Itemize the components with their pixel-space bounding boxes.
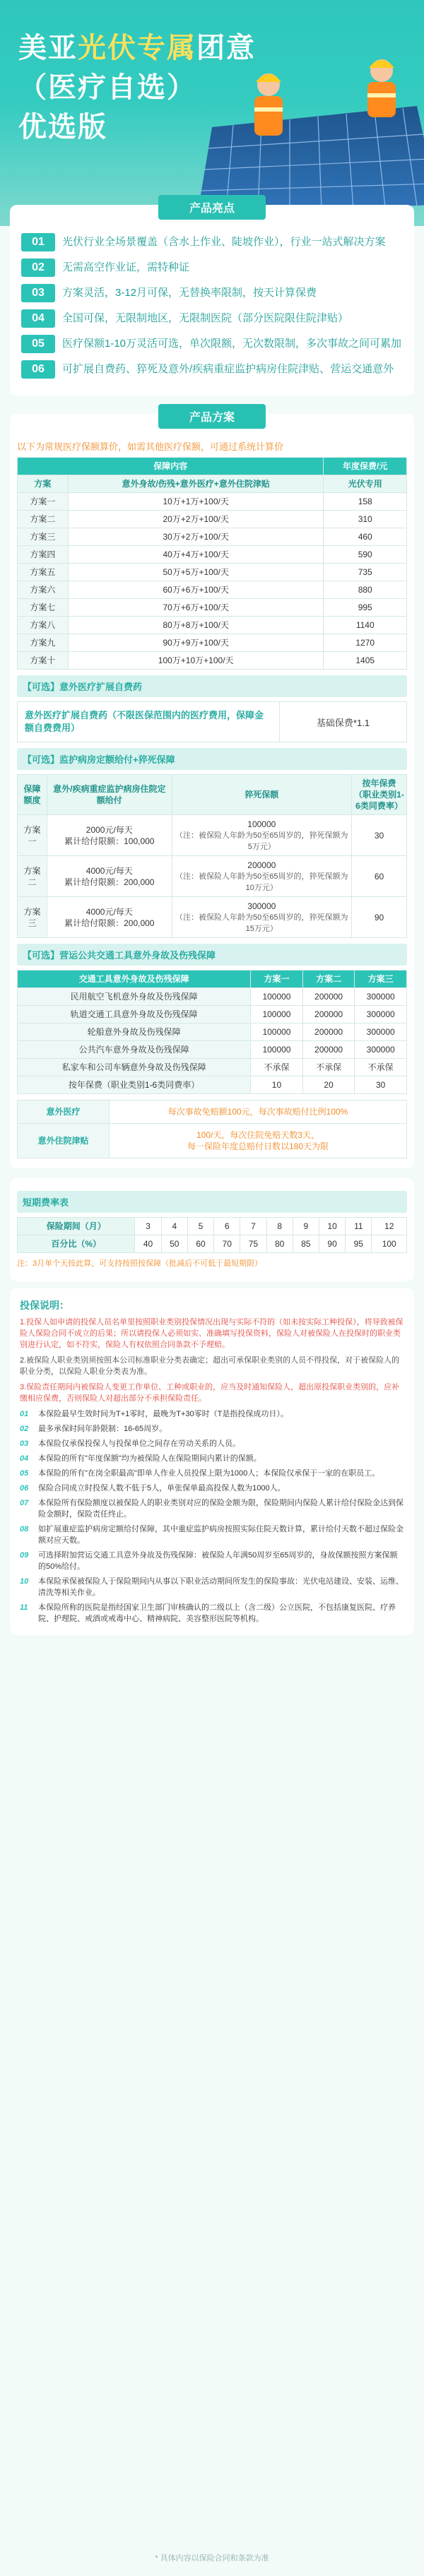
short-month: 7 [240,1218,266,1235]
notice-item [20,1468,404,1479]
th-plan: 方案 [18,475,69,493]
table-row [18,617,407,634]
table-row [18,1059,407,1076]
notice-text: 本保险所有保险额度以被保险人的职业类别对应的保险金额为限，保险期间内保险人累计给付保险金达到保险金额时，保险责任终止。 [38,1499,404,1519]
notice-num: 06 [20,1484,29,1492]
plan-price: 995 [324,599,407,617]
highlight-item [21,309,403,328]
th-content: 保障内容 [18,458,324,475]
plan-coverage: 20万+2万+100/天 [68,511,324,528]
transport-cell: 100000 [251,988,303,1006]
notice-text: 本保险仅承保投保人与投保单位之间存在劳动关系的人员。 [38,1440,240,1448]
highlight-item [21,360,403,379]
transport-table [17,970,407,1094]
selfpay-price: 基础保费*1.1 [279,702,406,742]
short-rate: 80 [266,1235,293,1253]
plan-coverage: 90万+9万+100/天 [68,634,324,652]
extra-label-2: 意外住院津贴 [18,1124,110,1158]
notice-num: 02 [20,1425,29,1433]
notice-p1: 1.投保人如申请的投保人员名单里按照职业类别投保情况出现与实际不符的（如未按实际工种投保），将导致被保险人保险合同不成立的后果；所以请投保人必须如实、准确填写投保资料，保险人对被保险人在投保时的职业类别进行认定，如不符实，保险人有权依照合同条款不予理赔。 [20,1318,404,1349]
plan-name: 方案七 [18,599,69,617]
plan-coverage: 80万+8万+100/天 [68,617,324,634]
icu-plan: 方案一 [18,815,47,856]
transport-header: 交通工具意外身故及伤残保障 [18,971,251,988]
transport-cell: 300000 [355,1023,407,1041]
notice-num: 03 [20,1440,29,1448]
sudden-amount: 100000 [247,819,276,829]
short-month: 11 [346,1218,372,1235]
transport-cell: 200000 [302,1041,355,1059]
table-row [18,634,407,652]
icu-amount [47,897,172,938]
short-month: 10 [319,1218,345,1235]
sudden-amount: 200000 [247,860,276,870]
notice-item [20,1576,404,1598]
icu-amount [47,815,172,856]
highlight-text: 无需高空作业证，需特种证 [62,261,190,273]
plan-card [10,414,414,1168]
highlight-item [21,259,403,277]
notice-text: 保险合同成立时投保人数不低于5人，单张保单最高投保人数为1000人。 [38,1484,285,1492]
extra-text-2: 100/天，每次住院免赔天数3天， 每一保险年度总赔付日数以180天为限 [110,1124,407,1158]
icu-plan: 方案三 [18,897,47,938]
notice-list [20,1408,404,1625]
transport-title: 【可选】营运公共交通工具意外身故及伤残保障 [17,944,407,966]
highlight-num: 03 [21,284,55,302]
th-icu: 意外/疾病重症监护病房住院定额给付 [47,775,172,815]
plan-coverage: 50万+5万+100/天 [68,564,324,581]
plan-name: 方案九 [18,634,69,652]
highlight-item [21,284,403,302]
th-pv: 光伏专用 [324,475,407,493]
notice-text: 本保险最早生效时间为T+1零时，最晚为T+30零时（T是指投保成功日）。 [38,1410,288,1418]
plan-coverage: 70万+6万+100/天 [68,599,324,617]
short-rate: 100 [372,1235,407,1253]
notice-item [20,1524,404,1546]
highlight-num: 02 [21,259,55,277]
short-rate: 85 [293,1235,319,1253]
plan-price: 880 [324,581,407,599]
plan-name: 方案四 [18,546,69,564]
notice-p3: 3.保险责任期间内被保险人变更工作单位、工种或职业的，应当及时通知保险人，超出原投保职业类别的，应补缴相应保费，否则保险人对超出部分不承担保险责任。 [20,1383,400,1403]
plan-name: 方案十 [18,652,69,670]
highlight-num: 06 [21,360,55,379]
plan-price: 735 [324,564,407,581]
plan-title: 产品方案 [158,404,266,429]
notice-item [20,1408,404,1420]
transport-cell: 不承保 [355,1059,407,1076]
notice-text: 最多承保时间年龄限制：16-65周岁。 [38,1425,167,1433]
transport-header: 方案三 [355,971,407,988]
table-row [18,511,407,528]
short-rate: 40 [135,1235,161,1253]
notice-num: 01 [20,1410,29,1418]
icu-amount [47,856,172,897]
notice-num: 11 [20,1603,28,1612]
notice-num: 09 [20,1551,29,1560]
short-rate: 60 [187,1235,213,1253]
short-note: 注：3月单个天按此算，可支持按照按保障（批减后不可低于最短期限） [17,1259,263,1268]
table-row [18,652,407,670]
notice-item [20,1483,404,1494]
icu-premium: 90 [352,897,407,938]
short-rate-card [10,1178,414,1281]
sudden-note: （注：被保险人年龄为50至65周岁的，猝死保额为15万元） [175,913,348,933]
table-row [18,581,407,599]
plan-price: 460 [324,528,407,546]
notice-num: 08 [20,1525,29,1533]
notice-num: 05 [20,1469,29,1478]
transport-cell: 轨道交通工具意外身故及伤残保障 [18,1006,251,1023]
notice-num: 04 [20,1454,29,1463]
highlight-num: 05 [21,335,55,353]
table-row [18,546,407,564]
sudden-note: （注：被保险人年龄为50至65周岁的，猝死保额为10万元） [175,872,348,892]
transport-cell: 民用航空飞机意外身故及伤残保障 [18,988,251,1006]
short-month: 12 [372,1218,407,1235]
notice-item [20,1602,404,1625]
icu-daily: 4000元/每天 [86,865,133,876]
transport-cell: 公共汽车意外身故及伤残保障 [18,1041,251,1059]
icu-daily: 2000元/每天 [86,824,133,835]
short-rate: 90 [319,1235,345,1253]
highlight-item [21,335,403,353]
icu-daily: 4000元/每天 [86,906,133,917]
transport-cell: 不承保 [251,1059,303,1076]
th-coverage: 意外身故/伤残+意外医疗+意外住院津贴 [68,475,324,493]
table-row [18,988,407,1006]
plan-coverage: 40万+4万+100/天 [68,546,324,564]
plan-name: 方案八 [18,617,69,634]
extra-table [17,1100,407,1158]
plan-price: 1270 [324,634,407,652]
short-label-period: 保险期间（月） [18,1218,135,1235]
short-month: 6 [214,1218,240,1235]
plan-note: 以下为常规医疗保额算价，如需其他医疗保额，可通过系统计算价 [17,441,284,452]
extra-label-1: 意外医疗 [18,1100,110,1124]
highlights-title: 产品亮点 [158,195,266,220]
transport-cell: 200000 [302,988,355,1006]
highlight-text: 光伏行业全场景覆盖（含水上作业、陡坡作业），行业一站式解决方案 [62,236,386,248]
sudden-cell [172,897,351,938]
transport-cell: 30 [355,1076,407,1094]
highlights-card [10,205,414,396]
transport-cell: 300000 [355,1041,407,1059]
plan-name: 方案一 [18,493,69,511]
plan-name: 方案六 [18,581,69,599]
notice-item [20,1453,404,1464]
plan-name: 方案五 [18,564,69,581]
short-rate: 95 [346,1235,372,1253]
transport-cell: 100000 [251,1041,303,1059]
icu-premium: 30 [352,815,407,856]
plan-coverage: 30万+2万+100/天 [68,528,324,546]
sudden-cell [172,856,351,897]
transport-cell: 200000 [302,1023,355,1041]
highlight-text: 可扩展自费药、猝死及意外/疾病重症监护病房住院津贴、营运交通意外 [62,363,394,375]
highlight-text: 方案灵活，3-12月可保，无替换率限制，按天计算保费 [62,287,317,299]
transport-cell: 私家车和公司车辆意外身故及伤残保障 [18,1059,251,1076]
short-label-rate: 百分比（%） [18,1235,135,1253]
notice-p2: 2.被保险人职业类别须按照本公司标准职业分类表确定；超出可承保职业类别的人员不得投保，对于被保险人的职业分类，以保险人职业分类表为准。 [20,1356,400,1376]
plan-price: 158 [324,493,407,511]
hero-banner [0,0,424,226]
highlight-text: 全国可保，无限制地区，无限制医院（部分医院限住院津贴） [62,312,349,324]
plan-price: 310 [324,511,407,528]
icu-premium: 60 [352,856,407,897]
plan-coverage: 10万+1万+100/天 [68,493,324,511]
table-row [18,599,407,617]
short-month: 9 [293,1218,319,1235]
th-icu-amount: 保障额度 [18,775,47,815]
th-icu-premium: 按年保费（职业类别1-6类同费率） [352,775,407,815]
short-rate: 75 [240,1235,266,1253]
plan-price: 1405 [324,652,407,670]
transport-cell: 20 [302,1076,355,1094]
notice-section [10,1288,414,1635]
transport-cell: 不承保 [302,1059,355,1076]
main-plan-table [17,457,407,670]
notice-item [20,1497,404,1520]
notice-text: 本保险的所有"在岗全职最高"即单人作业人员投保上限为1000人；本保险仅承保于一家的在职员工。 [38,1469,380,1478]
icu-title: 【可选】监护病房定额给付+猝死保障 [17,748,407,770]
table-row [18,1006,407,1023]
transport-cell: 300000 [355,1006,407,1023]
icu-total: 累计给付限额：200,000 [64,918,155,928]
page-title: 美亚光伏专属团意 （医疗自选） 优选版 [18,32,256,143]
transport-header: 方案一 [251,971,303,988]
notice-text: 本保险所称的医院是指经国家卫生部门审核确认的二级以上（含二级）公立医院，不包括康复医院、疗养院、护理院、戒酒或戒毒中心、精神病院、美容整形医院等机构。 [38,1603,396,1623]
selfpay-title: 【可选】意外医疗扩展自费药 [17,675,407,697]
sudden-note: （注：被保险人年龄为50至65周岁的，猝死保额为5万元） [175,831,348,851]
transport-header: 方案二 [302,971,355,988]
short-month: 4 [161,1218,187,1235]
table-row [18,897,407,938]
plan-coverage: 60万+6万+100/天 [68,581,324,599]
icu-total: 累计给付限额：200,000 [64,877,155,887]
table-row [18,815,407,856]
short-month: 3 [135,1218,161,1235]
notice-text: 可选择附加营运交通工具意外身故及伤残保障：被保险人年满50周岁至65周岁的，身故保额按照方案保额的50%给付。 [38,1551,398,1571]
notice-title: 投保说明： [20,1300,69,1311]
table-row [18,564,407,581]
th-premium: 年度保费/元 [324,458,407,475]
table-row [18,856,407,897]
transport-cell: 10 [251,1076,303,1094]
icu-plan: 方案二 [18,856,47,897]
plan-price: 1140 [324,617,407,634]
highlight-text: 医疗保额1-10万灵活可选，单次限额，无次数限制，多次事故之间可累加 [62,338,402,350]
highlight-item [21,233,403,251]
notice-num: 10 [20,1577,29,1586]
sudden-cell [172,815,351,856]
short-rate: 50 [161,1235,187,1253]
transport-cell: 轮船意外身故及伤残保障 [18,1023,251,1041]
footer-note: * 具体内容以保险合同和条款为准 [155,2554,269,2563]
table-row [18,1023,407,1041]
short-title: 短期费率表 [17,1191,407,1213]
extra-text-1: 每次事故免赔额100元，每次事故赔付比例100% [110,1100,407,1124]
table-row [18,1041,407,1059]
notice-text: 本保险的所有"年度保额"均为被保险人在保险期间内累计的保额。 [38,1454,261,1463]
transport-cell: 300000 [355,988,407,1006]
table-row [18,1076,407,1094]
sudden-amount: 300000 [247,901,276,911]
transport-cell: 100000 [251,1023,303,1041]
notice-num: 07 [20,1499,29,1507]
notice-text: 本保险承保被保险人于保险期间内从事以下职业活动期间所发生的保险事故：光伏电站建设、安装、运维、清洗等相关作业。 [38,1577,404,1597]
highlight-num: 01 [21,233,55,251]
notice-item [20,1550,404,1572]
short-rate: 70 [214,1235,240,1253]
plan-name: 方案二 [18,511,69,528]
selfpay-box [17,701,407,742]
short-month: 5 [187,1218,213,1235]
highlights-list [21,233,403,379]
selfpay-text: 意外医疗扩展自费药（不限医保范围内的医疗费用，保障金额自费费用） [25,710,264,733]
highlight-num: 04 [21,309,55,328]
notice-item [20,1438,404,1449]
transport-cell: 100000 [251,1006,303,1023]
icu-table [17,774,407,938]
notice-item [20,1423,404,1435]
short-rate-table [17,1217,407,1253]
plan-name: 方案三 [18,528,69,546]
icu-total: 累计给付限额：100,000 [64,836,155,846]
transport-cell: 200000 [302,1006,355,1023]
notice-text: 如扩展重症监护病房定额给付保障，其中重症监护病房按照实际住院天数计算，累计给付天数不超过保险金额对应天数。 [38,1525,404,1545]
transport-cell: 按年保费（职业类别1-6类同费率） [18,1076,251,1094]
short-month: 8 [266,1218,293,1235]
plan-coverage: 100万+10万+100/天 [68,652,324,670]
table-row [18,528,407,546]
table-row [18,493,407,511]
th-sudden: 猝死保额 [172,775,351,815]
plan-price: 590 [324,546,407,564]
